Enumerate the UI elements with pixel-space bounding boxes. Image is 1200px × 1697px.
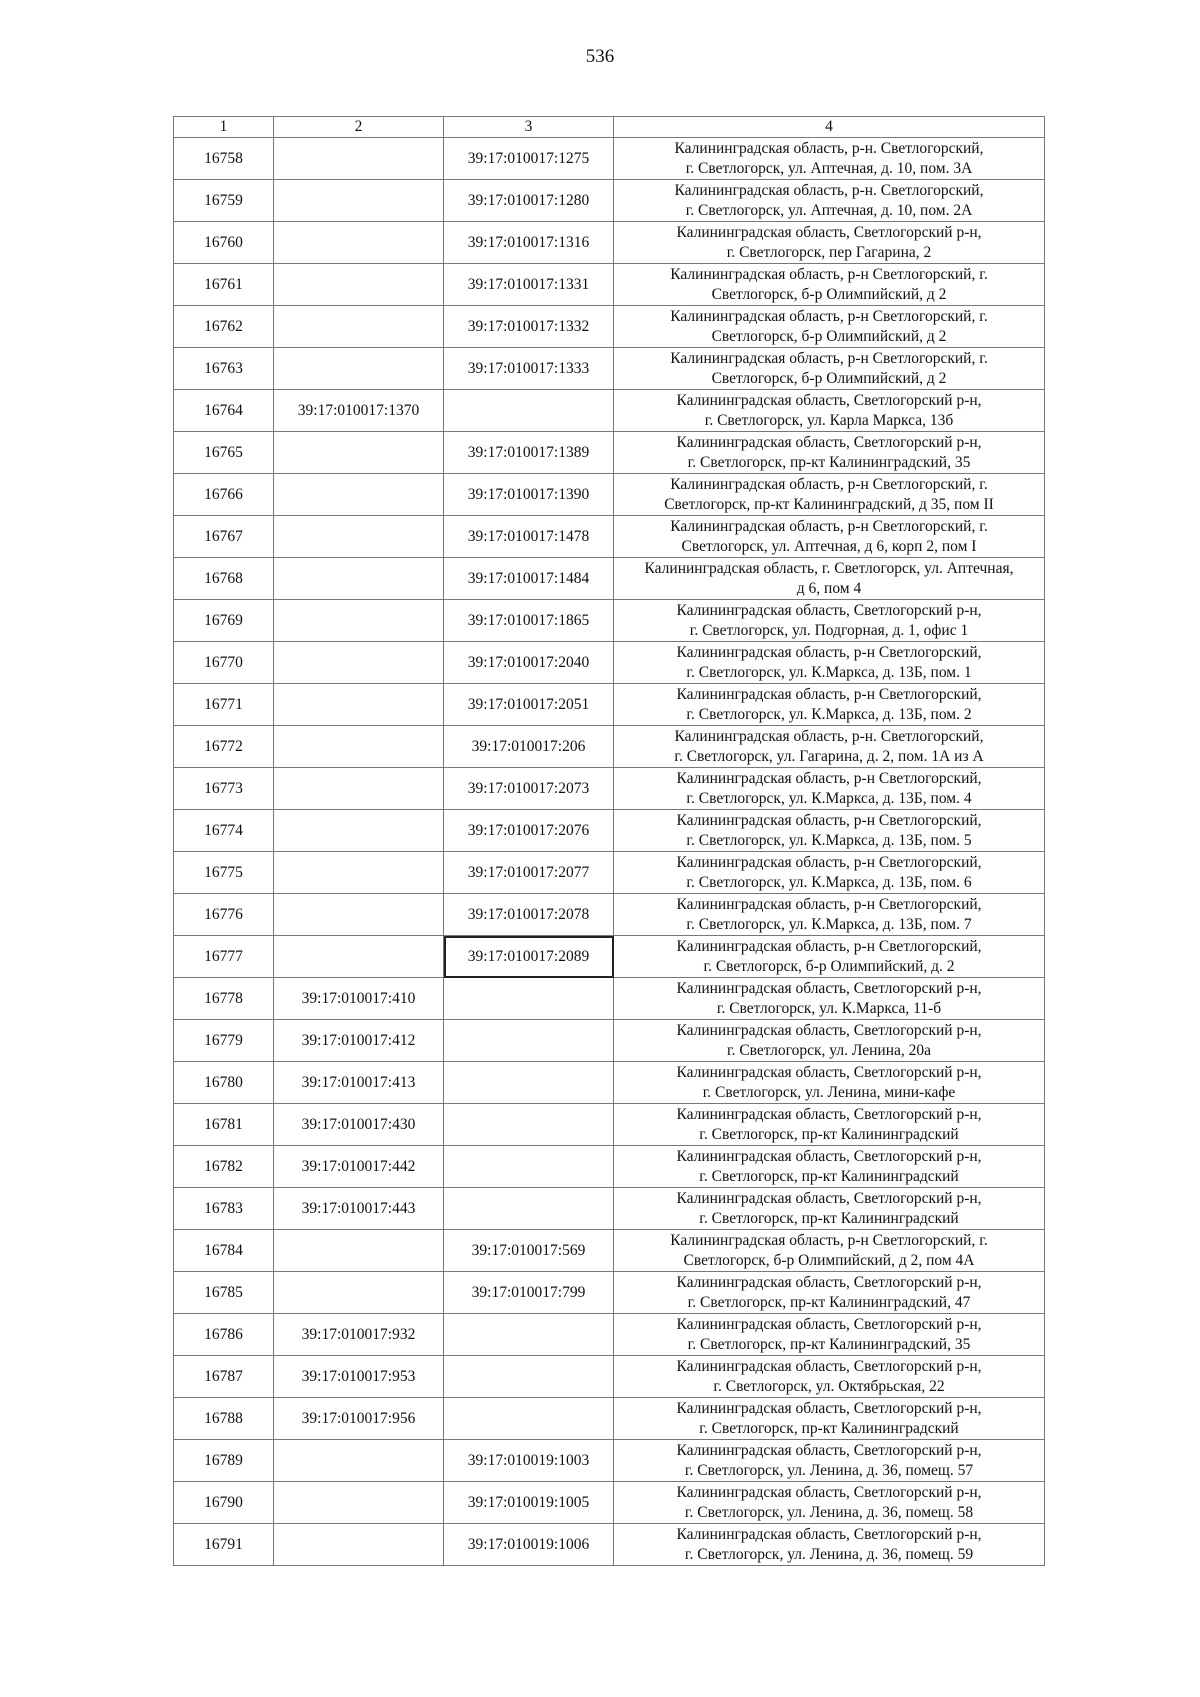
address-line-2: г. Светлогорск, ул. Ленина, д. 36, помещ. 58 [684, 1503, 974, 1521]
address-line-2: г. Светлогорск, б-р Олимпийский, д. 2 [703, 957, 955, 975]
row-number-cell: 16767 [174, 516, 274, 558]
address-cell [614, 1314, 1045, 1356]
address-cell [614, 1062, 1045, 1104]
row-number-cell: 16788 [174, 1398, 274, 1440]
cadastral-number-cell-3: 39:17:010017:2077 [444, 852, 614, 894]
address-cell [614, 1188, 1045, 1230]
row-number-cell: 16789 [174, 1440, 274, 1482]
address-cell [614, 558, 1045, 600]
table-row [174, 1188, 1045, 1230]
table-row [174, 1482, 1045, 1524]
address-line-1: Калининградская область, Светлогорский р-н, [676, 1483, 982, 1501]
address-line-1: Калининградская область, р-н Светлогорский, [676, 937, 982, 955]
cadastral-number-cell-2: 39:17:010017:443 [274, 1188, 444, 1230]
row-number-cell: 16776 [174, 894, 274, 936]
table-row [174, 726, 1045, 768]
row-number-cell: 16783 [174, 1188, 274, 1230]
cadastral-number-cell-2 [274, 894, 444, 936]
address-line-2: г. Светлогорск, ул. Октябрьская, 22 [713, 1377, 945, 1395]
address-line-1: Калининградская область, р-н Светлогорский, г. [670, 265, 988, 283]
row-number-cell: 16781 [174, 1104, 274, 1146]
address-line-2: г. Светлогорск, ул. К.Маркса, д. 13Б, пом. 4 [686, 789, 972, 807]
cadastral-number-cell-2: 39:17:010017:956 [274, 1398, 444, 1440]
address-line-1: Калининградская область, Светлогорский р-н, [676, 1147, 982, 1165]
address-line-1: Калининградская область, р-н Светлогорский, [676, 895, 982, 913]
address-line-1: Калининградская область, г. Светлогорск, ул. Аптечная, [644, 559, 1014, 577]
cadastral-number-cell-2 [274, 516, 444, 558]
table-row [174, 1062, 1045, 1104]
address-line-2: г. Светлогорск, ул. К.Маркса, д. 13Б, пом. 2 [686, 705, 972, 723]
cadastral-number-cell-2: 39:17:010017:430 [274, 1104, 444, 1146]
cadastral-number-cell-2 [274, 810, 444, 852]
address-line-2: Светлогорск, б-р Олимпийский, д 2 [711, 285, 947, 303]
address-line-1: Калининградская область, Светлогорский р-н, [676, 1273, 982, 1291]
cadastral-number-cell-3: 39:17:010017:1389 [444, 432, 614, 474]
cadastral-number-cell-3: 39:17:010017:1478 [444, 516, 614, 558]
table-row [174, 1356, 1045, 1398]
address-line-2: г. Светлогорск, ул. Гагарина, д. 2, пом. 1А из А [674, 747, 984, 765]
column-header-3: 3 [444, 117, 614, 138]
table-row [174, 390, 1045, 432]
address-line-1: Калининградская область, р-н Светлогорский, г. [670, 1231, 988, 1249]
row-number-cell: 16782 [174, 1146, 274, 1188]
address-cell [614, 768, 1045, 810]
cadastral-number-cell-3 [444, 1104, 614, 1146]
row-number-cell: 16777 [174, 936, 274, 978]
row-number-cell: 16760 [174, 222, 274, 264]
address-line-2: г. Светлогорск, ул. К.Маркса, д. 13Б, пом. 5 [686, 831, 972, 849]
cadastral-number-cell-2 [274, 600, 444, 642]
address-line-2: д 6, пом 4 [796, 579, 862, 597]
row-number-cell: 16779 [174, 1020, 274, 1062]
table-row [174, 180, 1045, 222]
address-cell [614, 474, 1045, 516]
column-header-1: 1 [174, 117, 274, 138]
cadastral-number-cell-2 [274, 1440, 444, 1482]
cadastral-number-cell-2 [274, 558, 444, 600]
cadastral-number-cell-2 [274, 138, 444, 180]
table-row [174, 684, 1045, 726]
row-number-cell: 16791 [174, 1524, 274, 1566]
address-line-1: Калининградская область, Светлогорский р-н, [676, 1105, 982, 1123]
row-number-cell: 16774 [174, 810, 274, 852]
table-header [174, 117, 1045, 138]
address-cell [614, 1272, 1045, 1314]
address-line-1: Калининградская область, р-н Светлогорский, г. [670, 475, 988, 493]
address-cell [614, 978, 1045, 1020]
cadastral-number-cell-2 [274, 768, 444, 810]
cadastral-number-cell-3: 39:17:010017:1332 [444, 306, 614, 348]
address-line-1: Калининградская область, Светлогорский р-н, [676, 1315, 982, 1333]
address-cell [614, 726, 1045, 768]
address-cell [614, 810, 1045, 852]
row-number-cell: 16785 [174, 1272, 274, 1314]
row-number-cell: 16768 [174, 558, 274, 600]
address-line-2: г. Светлогорск, ул. Подгорная, д. 1, офис 1 [689, 621, 969, 639]
address-line-2: г. Светлогорск, ул. Карла Маркса, 13б [704, 411, 954, 429]
address-line-2: г. Светлогорск, ул. Ленина, мини-кафе [702, 1083, 956, 1101]
address-line-1: Калининградская область, Светлогорский р-н, [676, 979, 982, 997]
cadastral-number-cell-2 [274, 306, 444, 348]
address-line-1: Калининградская область, Светлогорский р-н, [676, 1525, 982, 1543]
address-line-2: г. Светлогорск, пр-кт Калининградский, 35 [687, 453, 971, 471]
row-number-cell: 16769 [174, 600, 274, 642]
address-line-1: Калининградская область, р-н Светлогорский, [676, 643, 982, 661]
cadastral-number-cell-2: 39:17:010017:932 [274, 1314, 444, 1356]
cadastral-number-cell-3: 39:17:010017:1275 [444, 138, 614, 180]
cadastral-number-cell-3 [444, 1188, 614, 1230]
row-number-cell: 16772 [174, 726, 274, 768]
cadastral-number-cell-3: 39:17:010019:1003 [444, 1440, 614, 1482]
address-line-1: Калининградская область, Светлогорский р-н, [676, 601, 982, 619]
address-line-2: г. Светлогорск, пр-кт Калининградский [699, 1125, 959, 1143]
address-line-1: Калининградская область, р-н Светлогорский, [676, 769, 982, 787]
cadastral-number-cell-2 [274, 264, 444, 306]
address-cell [614, 1440, 1045, 1482]
table-row [174, 306, 1045, 348]
cadastral-number-cell-2 [274, 432, 444, 474]
table-row [174, 348, 1045, 390]
address-cell [614, 1356, 1045, 1398]
table-row [174, 936, 1045, 978]
cadastral-number-cell-3 [444, 1146, 614, 1188]
cadastral-number-cell-3 [444, 1314, 614, 1356]
cadastral-number-cell-2 [274, 1230, 444, 1272]
address-line-1: Калининградская область, р-н. Светлогорский, [674, 727, 984, 745]
cadastral-number-cell-3: 39:17:010017:2078 [444, 894, 614, 936]
table-row [174, 264, 1045, 306]
address-cell [614, 600, 1045, 642]
address-line-2: г. Светлогорск, пр-кт Калининградский, 47 [687, 1293, 971, 1311]
table-row [174, 1398, 1045, 1440]
table-row [174, 810, 1045, 852]
address-line-2: г. Светлогорск, пр-кт Калининградский [699, 1419, 959, 1437]
address-cell [614, 642, 1045, 684]
table-row [174, 894, 1045, 936]
address-line-1: Калининградская область, Светлогорский р-н, [676, 391, 982, 409]
cadastral-number-cell-2 [274, 222, 444, 264]
address-cell [614, 432, 1045, 474]
cadastral-number-cell-2: 39:17:010017:1370 [274, 390, 444, 432]
address-line-2: г. Светлогорск, ул. Ленина, д. 36, помещ. 59 [684, 1545, 974, 1563]
cadastral-number-cell-3: 39:17:010017:2089 [444, 936, 614, 978]
row-number-cell: 16787 [174, 1356, 274, 1398]
column-header-2: 2 [274, 117, 444, 138]
cadastral-number-cell-3 [444, 1398, 614, 1440]
cadastral-number-cell-3: 39:17:010017:1390 [444, 474, 614, 516]
table-row [174, 1524, 1045, 1566]
address-cell [614, 516, 1045, 558]
table-body [174, 138, 1045, 1566]
row-number-cell: 16759 [174, 180, 274, 222]
address-cell [614, 264, 1045, 306]
cadastral-number-cell-2 [274, 1482, 444, 1524]
address-line-1: Калининградская область, Светлогорский р-н, [676, 1189, 982, 1207]
address-line-2: г. Светлогорск, пр-кт Калининградский [699, 1209, 959, 1227]
cadastral-number-cell-3: 39:17:010017:569 [444, 1230, 614, 1272]
address-cell [614, 1398, 1045, 1440]
address-cell [614, 1020, 1045, 1062]
table-row [174, 432, 1045, 474]
address-line-1: Калининградская область, р-н. Светлогорский, [674, 139, 984, 157]
cadastral-number-cell-2: 39:17:010017:412 [274, 1020, 444, 1062]
address-line-2: Светлогорск, б-р Олимпийский, д 2, пом 4А [683, 1251, 975, 1269]
address-line-1: Калининградская область, Светлогорский р-н, [676, 1399, 982, 1417]
table-row [174, 642, 1045, 684]
cadastral-number-cell-3 [444, 1020, 614, 1062]
address-line-2: г. Светлогорск, ул. К.Маркса, 11-б [716, 999, 942, 1017]
row-number-cell: 16786 [174, 1314, 274, 1356]
table-row [174, 1146, 1045, 1188]
address-line-2: г. Светлогорск, ул. К.Маркса, д. 13Б, пом. 6 [686, 873, 972, 891]
address-line-2: г. Светлогорск, ул. Ленина, 20а [726, 1041, 932, 1059]
cadastral-number-cell-3: 39:17:010017:799 [444, 1272, 614, 1314]
table-row [174, 600, 1045, 642]
cadastral-number-cell-3: 39:17:010019:1006 [444, 1524, 614, 1566]
table-row [174, 1230, 1045, 1272]
cadastral-number-cell-2 [274, 684, 444, 726]
address-cell [614, 306, 1045, 348]
address-cell [614, 138, 1045, 180]
address-line-1: Калининградская область, р-н. Светлогорский, [674, 181, 984, 199]
row-number-cell: 16766 [174, 474, 274, 516]
table-row [174, 768, 1045, 810]
address-cell [614, 1104, 1045, 1146]
row-number-cell: 16784 [174, 1230, 274, 1272]
address-line-1: Калининградская область, р-н Светлогорский, г. [670, 349, 988, 367]
address-line-2: г. Светлогорск, ул. К.Маркса, д. 13Б, пом. 1 [686, 663, 972, 681]
address-line-2: Светлогорск, б-р Олимпийский, д 2 [711, 369, 947, 387]
cadastral-number-cell-3: 39:17:010017:2073 [444, 768, 614, 810]
address-line-1: Калининградская область, Светлогорский р-н, [676, 433, 982, 451]
address-cell [614, 1524, 1045, 1566]
address-cell [614, 852, 1045, 894]
row-number-cell: 16761 [174, 264, 274, 306]
address-line-2: г. Светлогорск, пр-кт Калининградский, 35 [687, 1335, 971, 1353]
row-number-cell: 16771 [174, 684, 274, 726]
cadastral-number-cell-3: 39:17:010019:1005 [444, 1482, 614, 1524]
address-line-1: Калининградская область, Светлогорский р-н, [676, 1021, 982, 1039]
address-line-1: Калининградская область, р-н Светлогорский, г. [670, 307, 988, 325]
address-cell [614, 1146, 1045, 1188]
cadastral-number-cell-3: 39:17:010017:2051 [444, 684, 614, 726]
address-line-2: Светлогорск, ул. Аптечная, д 6, корп 2, пом I [681, 537, 977, 555]
table-row [174, 852, 1045, 894]
row-number-cell: 16758 [174, 138, 274, 180]
address-line-2: Светлогорск, пр-кт Калининградский, д 35, пом II [664, 495, 994, 513]
address-line-1: Калининградская область, Светлогорский р-н, [676, 1357, 982, 1375]
table-row [174, 138, 1045, 180]
cadastral-number-cell-2 [274, 936, 444, 978]
address-cell [614, 180, 1045, 222]
row-number-cell: 16775 [174, 852, 274, 894]
address-line-1: Калининградская область, Светлогорский р-н, [676, 223, 982, 241]
cadastral-number-cell-3 [444, 390, 614, 432]
cadastral-number-cell-2: 39:17:010017:413 [274, 1062, 444, 1104]
address-line-1: Калининградская область, Светлогорский р-н, [676, 1063, 982, 1081]
table-row [174, 1440, 1045, 1482]
table-row [174, 978, 1045, 1020]
cadastral-number-cell-3: 39:17:010017:1316 [444, 222, 614, 264]
row-number-cell: 16764 [174, 390, 274, 432]
column-header-4: 4 [614, 117, 1045, 138]
address-line-2: Светлогорск, б-р Олимпийский, д 2 [711, 327, 947, 345]
cadastral-number-cell-3: 39:17:010017:1333 [444, 348, 614, 390]
page-number: 536 [585, 46, 615, 67]
row-number-cell: 16773 [174, 768, 274, 810]
table-row [174, 1020, 1045, 1062]
address-line-1: Калининградская область, р-н Светлогорский, [676, 811, 982, 829]
row-number-cell: 16790 [174, 1482, 274, 1524]
cadastral-number-cell-3 [444, 1062, 614, 1104]
address-line-2: г. Светлогорск, пер Гагарина, 2 [726, 243, 932, 261]
cadastral-number-cell-2 [274, 726, 444, 768]
cadastral-number-cell-2 [274, 852, 444, 894]
cadastral-number-cell-3: 39:17:010017:1280 [444, 180, 614, 222]
cadastral-number-cell-2: 39:17:010017:410 [274, 978, 444, 1020]
cadastral-number-cell-2 [274, 474, 444, 516]
cadastral-number-cell-2 [274, 180, 444, 222]
row-number-cell: 16778 [174, 978, 274, 1020]
cadastral-number-cell-2 [274, 348, 444, 390]
address-cell [614, 222, 1045, 264]
cadastral-number-cell-3 [444, 1356, 614, 1398]
cadastral-number-cell-3: 39:17:010017:1865 [444, 600, 614, 642]
row-number-cell: 16762 [174, 306, 274, 348]
cadastral-number-cell-3: 39:17:010017:1484 [444, 558, 614, 600]
address-line-1: Калининградская область, р-н Светлогорский, [676, 853, 982, 871]
cadastral-number-cell-3: 39:17:010017:1331 [444, 264, 614, 306]
table-row [174, 516, 1045, 558]
address-cell [614, 894, 1045, 936]
cadastral-number-cell-2 [274, 642, 444, 684]
address-cell [614, 1230, 1045, 1272]
address-line-2: г. Светлогорск, ул. Аптечная, д. 10, пом. 3А [685, 159, 973, 177]
table-row [174, 1314, 1045, 1356]
table-row [174, 474, 1045, 516]
table-row [174, 1272, 1045, 1314]
address-line-1: Калининградская область, р-н Светлогорский, [676, 685, 982, 703]
header-row [174, 117, 1045, 138]
row-number-cell: 16763 [174, 348, 274, 390]
address-cell [614, 684, 1045, 726]
row-number-cell: 16765 [174, 432, 274, 474]
cadastral-number-cell-3: 39:17:010017:206 [444, 726, 614, 768]
address-line-2: г. Светлогорск, ул. К.Маркса, д. 13Б, пом. 7 [686, 915, 972, 933]
table-row [174, 558, 1045, 600]
cadastral-number-cell-2 [274, 1272, 444, 1314]
table-row [174, 222, 1045, 264]
row-number-cell: 16770 [174, 642, 274, 684]
cadastral-number-cell-2: 39:17:010017:953 [274, 1356, 444, 1398]
cadastral-number-cell-2: 39:17:010017:442 [274, 1146, 444, 1188]
address-line-1: Калининградская область, р-н Светлогорский, г. [670, 517, 988, 535]
address-cell [614, 348, 1045, 390]
address-line-2: г. Светлогорск, пр-кт Калининградский [699, 1167, 959, 1185]
cadastral-number-cell-3: 39:17:010017:2076 [444, 810, 614, 852]
address-cell [614, 1482, 1045, 1524]
address-line-2: г. Светлогорск, ул. Аптечная, д. 10, пом. 2А [685, 201, 973, 219]
address-cell [614, 390, 1045, 432]
row-number-cell: 16780 [174, 1062, 274, 1104]
address-line-1: Калининградская область, Светлогорский р-н, [676, 1441, 982, 1459]
cadastral-number-cell-3: 39:17:010017:2040 [444, 642, 614, 684]
address-line-2: г. Светлогорск, ул. Ленина, д. 36, помещ. 57 [684, 1461, 974, 1479]
cadastral-number-cell-3 [444, 978, 614, 1020]
cadastral-number-cell-2 [274, 1524, 444, 1566]
table-row [174, 1104, 1045, 1146]
address-cell [614, 936, 1045, 978]
register-table [173, 116, 1045, 1566]
